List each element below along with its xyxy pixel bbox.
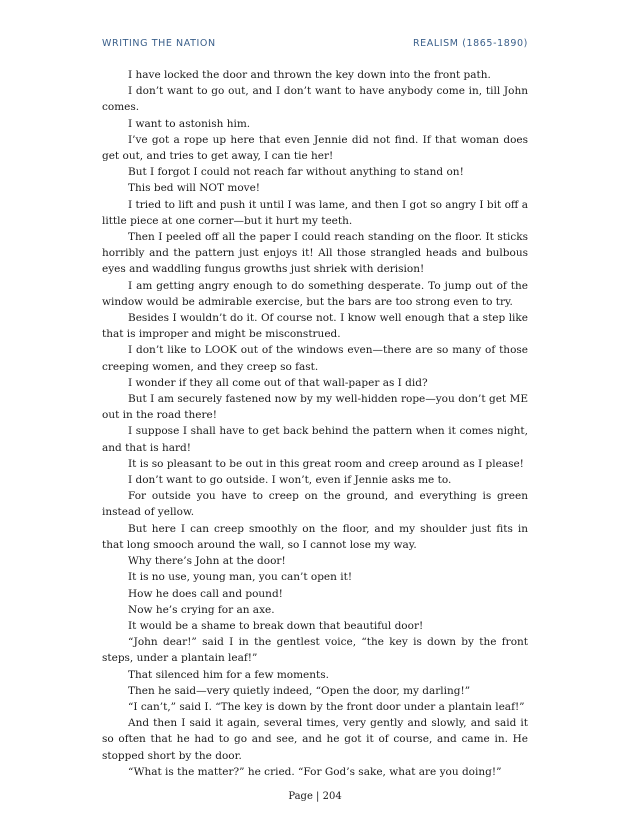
running-header <box>102 38 528 49</box>
header-section-title: REALISM (1865-1890) <box>412 38 528 49</box>
paragraph: It is so pleasant to be out in this great room and creep around as I please! <box>128 457 524 470</box>
story-text <box>102 67 528 780</box>
paragraph: But I forgot I could not reach far without anything to stand on! <box>128 166 464 179</box>
paragraph: Then I peeled off all the paper I could reach standing on the floor. It sticks horribly and the pattern just enjoys it! All those strangled heads and bulbous eyes and waddling fungus growths just shriek with derision! <box>102 231 528 276</box>
paragraph: “John dear!” said I in the gentlest voice, “the key is down by the front steps, under a plantain leaf!” <box>102 636 528 665</box>
paragraph: How he does call and pound! <box>128 587 283 600</box>
paragraph: This bed will NOT move! <box>128 182 261 195</box>
paragraph: Now he’s crying for an axe. <box>128 603 275 616</box>
paragraph: For outside you have to creep on the ground, and everything is green instead of yellow. <box>102 490 528 519</box>
paragraph: It is no use, young man, you can’t open it! <box>128 571 353 584</box>
paragraph: I suppose I shall have to get back behind the pattern when it comes night, and that is hard! <box>102 425 528 454</box>
paragraph: I wonder if they all come out of that wall-paper as I did? <box>128 376 428 389</box>
page-number: Page | 204 <box>288 791 342 802</box>
paragraph: But I am securely fastened now by my well-hidden rope—you don’t get ME out in the road there! <box>102 393 528 422</box>
paragraph: I am getting angry enough to do something desperate. To jump out of the window would be admirable exercise, but the bars are too strong even to try. <box>102 279 528 308</box>
paragraph: And then I said it again, several times, very gently and slowly, and said it so often that he had to go and see, and he got it of course, and came in. He stopped short by the door. <box>102 717 528 762</box>
paragraph: I’ve got a rope up here that even Jennie did not find. If that woman does get out, and tries to get away, I can tie her! <box>102 133 528 163</box>
paragraph: I tried to lift and push it until I was lame, and then I got so angry I bit off a little piece at one corner—but it hurt my teeth. <box>102 198 528 227</box>
paragraph: But here I can creep smoothly on the floor, and my shoulder just fits in that long smooch around the wall, so I cannot lose my way. <box>102 522 528 551</box>
paragraph: It would be a shame to break down that beautiful door! <box>128 619 424 632</box>
header-book-title: WRITING THE NATION <box>102 38 216 49</box>
paragraph: “What is the matter?” he cried. “For God’s sake, what are you doing!” <box>128 765 502 778</box>
paragraph: Then he said—very quietly indeed, “Open the door, my darling!” <box>128 684 471 697</box>
paragraph: That silenced him for a few moments. <box>128 668 329 681</box>
paragraph: Why there’s John at the door! <box>128 555 286 568</box>
paragraph: I don’t want to go outside. I won’t, even if Jennie asks me to. <box>128 474 452 487</box>
paragraph: I don’t like to LOOK out of the windows even—there are so many of those creeping women, and they creep so fast. <box>102 344 528 373</box>
paragraph: I don’t want to go out, and I don’t want to have anybody come in, till John comes. <box>102 85 528 114</box>
paragraph: “I can’t,” said I. “The key is down by the front door under a plantain leaf!” <box>128 700 525 713</box>
paragraph: I want to astonish him. <box>128 117 251 130</box>
paragraph: Besides I wouldn’t do it. Of course not. I know well enough that a step like that is improper and might be misconstrued. <box>102 312 528 341</box>
paragraph: I have locked the door and thrown the key down into the front path. <box>128 69 491 81</box>
